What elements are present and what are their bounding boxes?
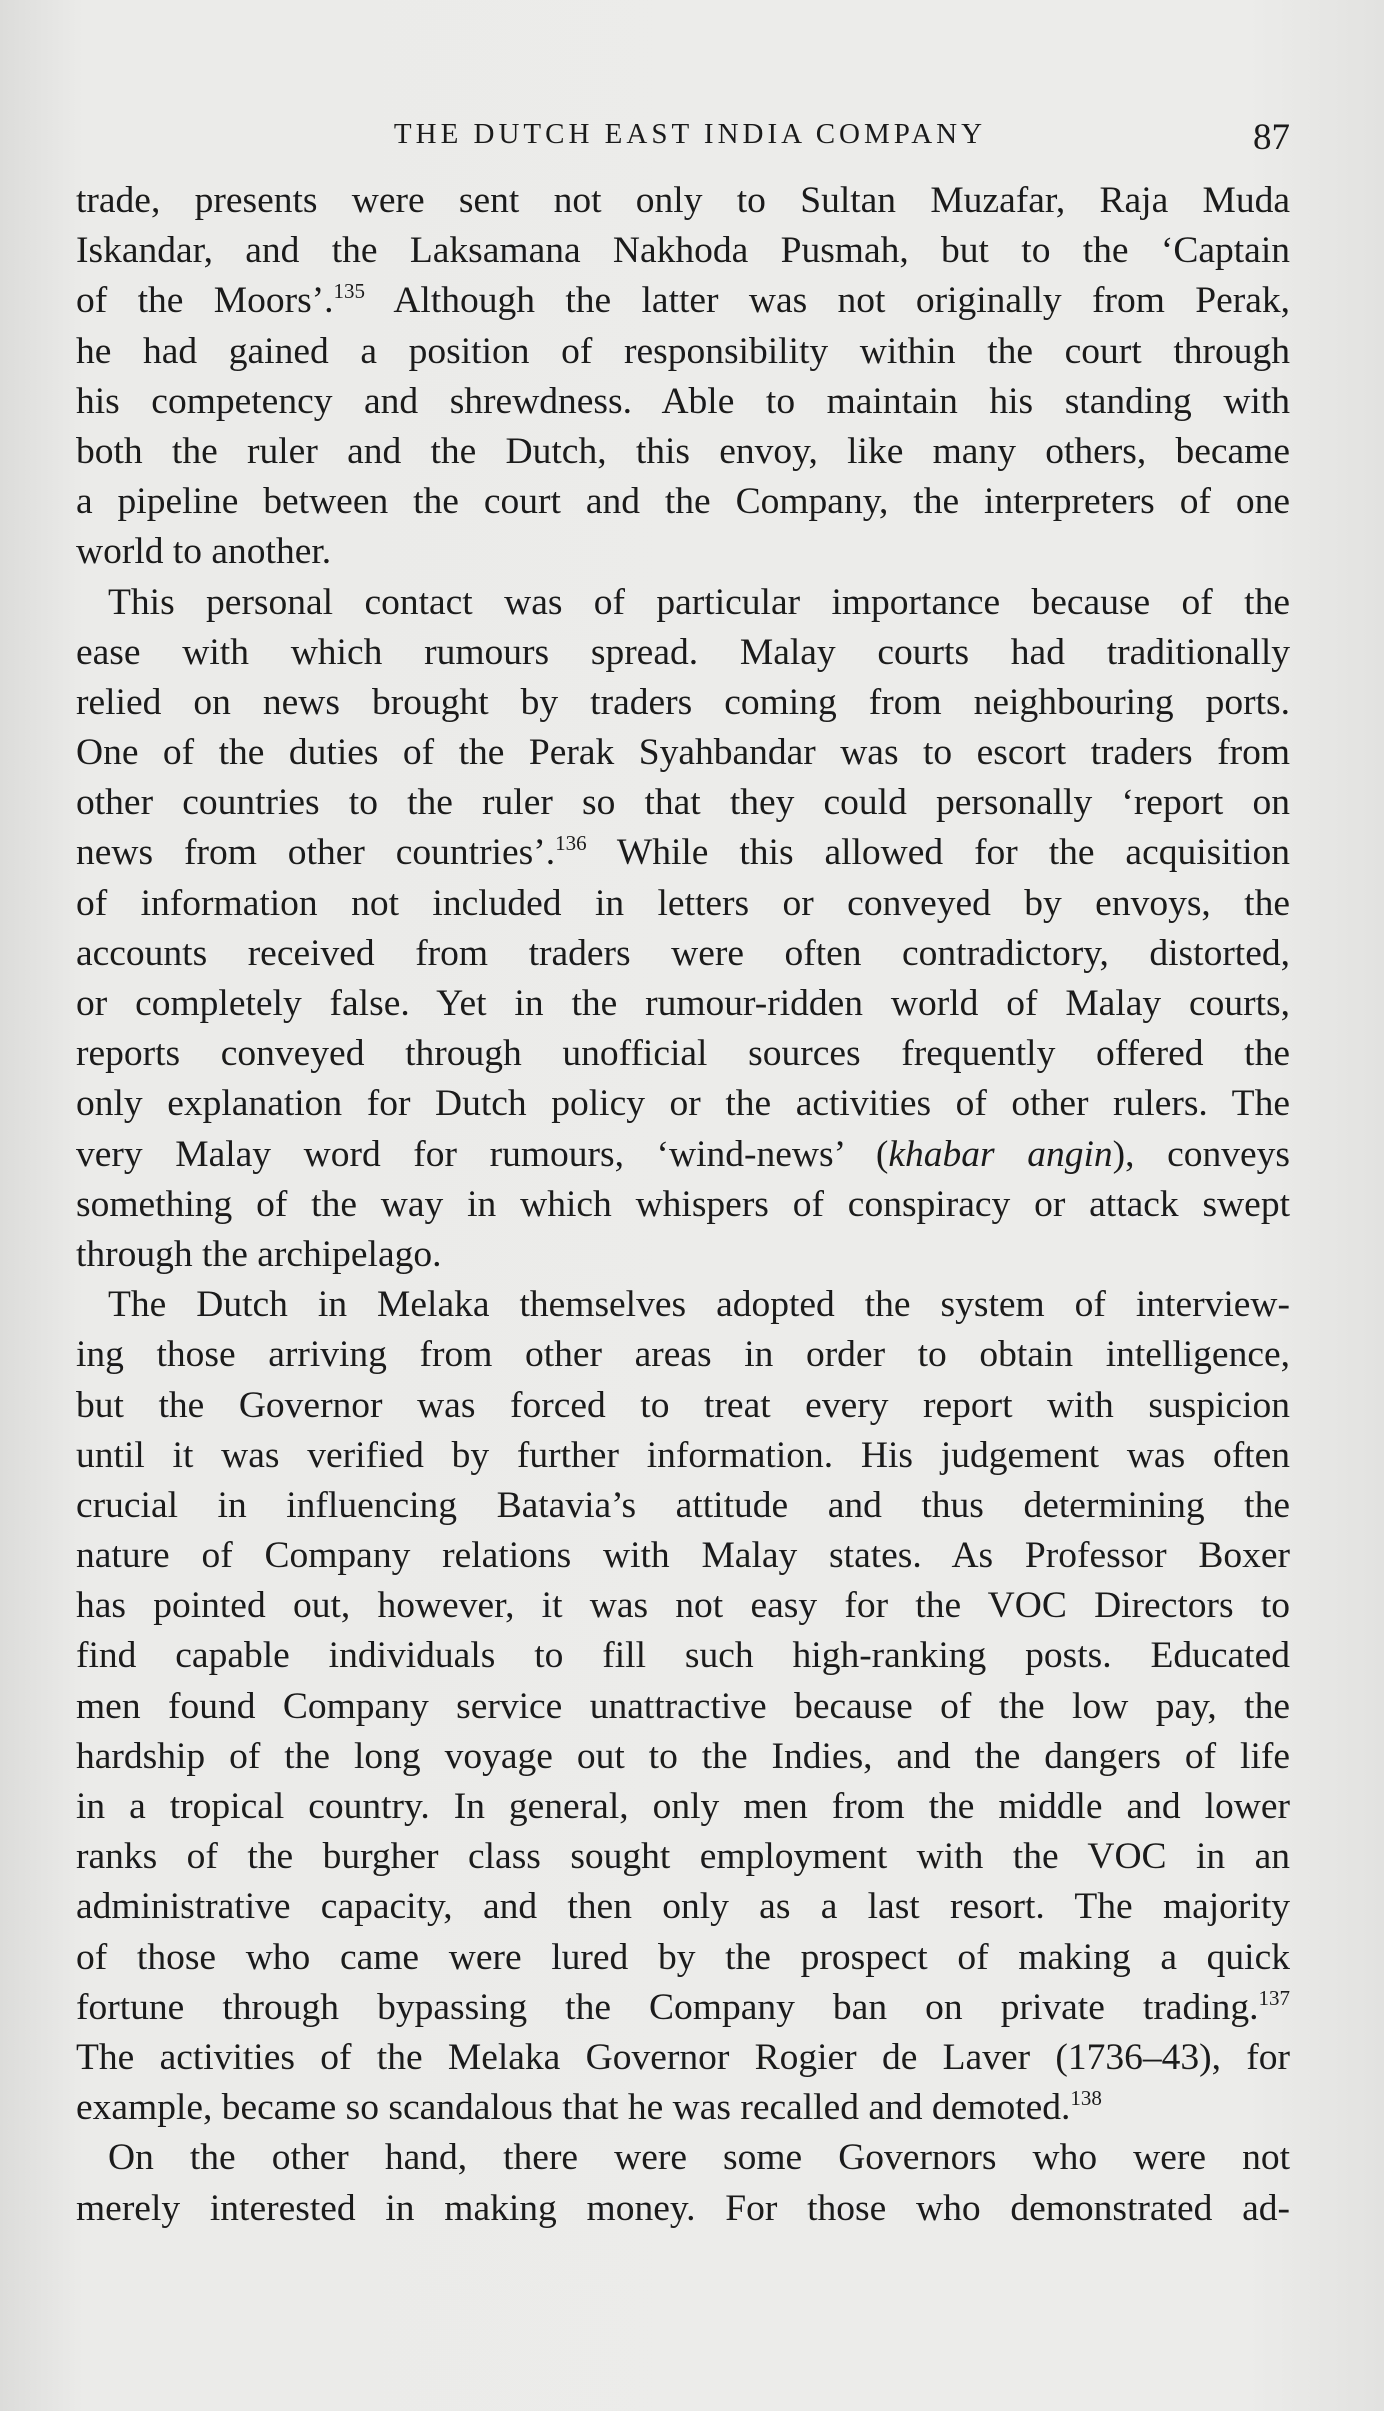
page-number: 87: [1253, 117, 1290, 158]
text-segment: very Malay word for rumours, ‘wind-news’ (: [76, 1133, 889, 1175]
text-line: [76, 1431, 1290, 1481]
text-segment: administrative capacity, and then only as a last resort. The majority: [76, 1886, 1290, 1928]
text-segment: other countries to the ruler so that they could personally ‘report on: [76, 782, 1290, 824]
text-segment: merely interested in making money. For those who demonstrated ad-: [76, 2187, 1290, 2229]
text-segment: While this allowed for the acquisition: [586, 832, 1290, 874]
text-segment: a pipeline between the court and the Company, the interpreters of one: [76, 481, 1290, 523]
text-line: [76, 1782, 1290, 1832]
text-line: [76, 176, 1290, 226]
text-line: [76, 1130, 1290, 1180]
text-segment: On the other hand, there were some Governors who were not: [108, 2137, 1290, 2179]
text-line: [76, 1381, 1290, 1431]
text-segment: in a tropical country. In general, only men from the middle and lower: [76, 1786, 1290, 1827]
text-segment: news from other countries’.: [76, 832, 556, 874]
paragraph: [76, 578, 1290, 1281]
text-line: [76, 1832, 1290, 1882]
text-segment: until it was verified by further information. His judgement was often: [76, 1434, 1290, 1476]
footnote-marker: 136: [555, 831, 587, 856]
text-line: [76, 377, 1290, 427]
text-segment: relied on news brought by traders coming from neighbouring ports.: [76, 681, 1290, 723]
text-line: [76, 1180, 1290, 1230]
text-line: [76, 477, 1290, 527]
text-line: [76, 2083, 1290, 2133]
text-segment: through the archipelago.: [76, 1233, 442, 1275]
text-segment: example, became so scandalous that he was recalled and demoted.: [76, 2087, 1071, 2129]
text-segment: men found Company service unattractive because of the low pay, the: [76, 1685, 1290, 1727]
text-line: [76, 2133, 1290, 2183]
text-segment: world to another.: [76, 531, 332, 573]
text-line: [76, 929, 1290, 979]
text-line: [76, 578, 1290, 628]
text-line: [76, 427, 1290, 477]
text-line: [76, 1029, 1290, 1079]
text-segment: This personal contact was of particular importance because of the: [108, 581, 1290, 623]
text-line: [76, 1481, 1290, 1531]
footnote-marker: 135: [333, 279, 366, 304]
text-segment: but the Governor was forced to treat every report with suspicion: [76, 1384, 1290, 1426]
text-segment: has pointed out, however, it was not easy for the VOC Directors to: [76, 1585, 1290, 1627]
text-segment: his competency and shrewdness. Able to maintain his standing with: [76, 380, 1290, 422]
text-line: [76, 327, 1290, 377]
text-segment: ranks of the burgher class sought employment with the VOC in an: [76, 1836, 1290, 1878]
text-segment: hardship of the long voyage out to the Indies, and the dangers of life: [76, 1735, 1290, 1777]
text-segment: Although the latter was not originally from Perak,: [365, 280, 1290, 322]
text-segment: trade, presents were sent not only to Sultan Muzafar, Raja Muda: [76, 180, 1290, 221]
text-line: [76, 1882, 1290, 1932]
text-segment: he had gained a position of responsibility within the court through: [76, 330, 1290, 372]
paragraph: [76, 1280, 1290, 2133]
text-segment: One of the duties of the Perak Syahbandar was to escort traders from: [76, 732, 1290, 774]
text-line: [76, 979, 1290, 1029]
text-segment: only explanation for Dutch policy or the activities of other rulers. The: [76, 1083, 1290, 1125]
body-text: [76, 176, 1290, 2234]
text-line: [76, 1581, 1290, 1631]
text-segment: Iskandar, and the Laksamana Nakhoda Pusmah, but to the ‘Captain: [76, 230, 1290, 272]
text-segment: or completely false. Yet in the rumour-ridden world of Malay courts,: [76, 983, 1290, 1024]
footnote-marker: 138: [1070, 2086, 1102, 2111]
text-segment: fortune through bypassing the Company ban on private trading.: [76, 1986, 1259, 2028]
text-line: [76, 1631, 1290, 1681]
text-line: [76, 1732, 1290, 1782]
text-line: [76, 828, 1290, 878]
text-segment: The activities of the Melaka Governor Rogier de Laver (1736–43), for: [76, 2036, 1290, 2078]
text-line: [76, 1531, 1290, 1581]
text-line: [76, 1079, 1290, 1129]
text-line: [76, 1983, 1290, 2033]
text-segment: ease with which rumours spread. Malay courts had traditionally: [76, 631, 1290, 673]
text-segment: accounts received from traders were often contradictory, distorted,: [76, 932, 1290, 974]
text-line: [76, 226, 1290, 276]
text-segment: something of the way in which whispers of conspiracy or attack swept: [76, 1183, 1290, 1225]
running-head: THE DUTCH EAST INDIA COMPANY: [393, 118, 987, 150]
italic-text: khabar angin: [888, 1133, 1113, 1175]
text-segment: of the Moors’.: [76, 280, 334, 322]
text-segment: The Dutch in Melaka themselves adopted the system of interview-: [108, 1284, 1290, 1326]
text-line: [76, 1330, 1290, 1380]
text-line: [76, 1230, 1290, 1280]
footnote-marker: 137: [1258, 1985, 1290, 2010]
text-line: [76, 879, 1290, 929]
text-segment: ing those arriving from other areas in order to obtain intelligence,: [76, 1334, 1290, 1376]
text-segment: both the ruler and the Dutch, this envoy, like many others, became: [76, 430, 1290, 472]
text-line: [76, 778, 1290, 828]
text-line: [76, 2033, 1290, 2083]
text-line: [76, 276, 1290, 326]
paragraph: [76, 2133, 1290, 2233]
text-line: [76, 1280, 1290, 1330]
text-line: [76, 527, 1290, 577]
text-line: [76, 728, 1290, 778]
text-segment: of information not included in letters or conveyed by envoys, the: [76, 882, 1290, 924]
text-line: [76, 1933, 1290, 1983]
text-segment: reports conveyed through unofficial sources frequently offered the: [76, 1033, 1290, 1075]
text-line: [76, 2184, 1290, 2234]
text-segment: of those who came were lured by the prospect of making a quick: [76, 1936, 1290, 1978]
text-segment: nature of Company relations with Malay states. As Professor Boxer: [76, 1535, 1290, 1577]
text-line: [76, 678, 1290, 728]
text-line: [76, 628, 1290, 678]
text-segment: ), conveys: [1112, 1133, 1290, 1175]
paragraph: [76, 176, 1290, 578]
text-line: [76, 1682, 1290, 1732]
text-segment: crucial in influencing Batavia’s attitude and thus determining the: [76, 1484, 1290, 1526]
text-segment: find capable individuals to fill such high-ranking posts. Educated: [76, 1635, 1290, 1677]
